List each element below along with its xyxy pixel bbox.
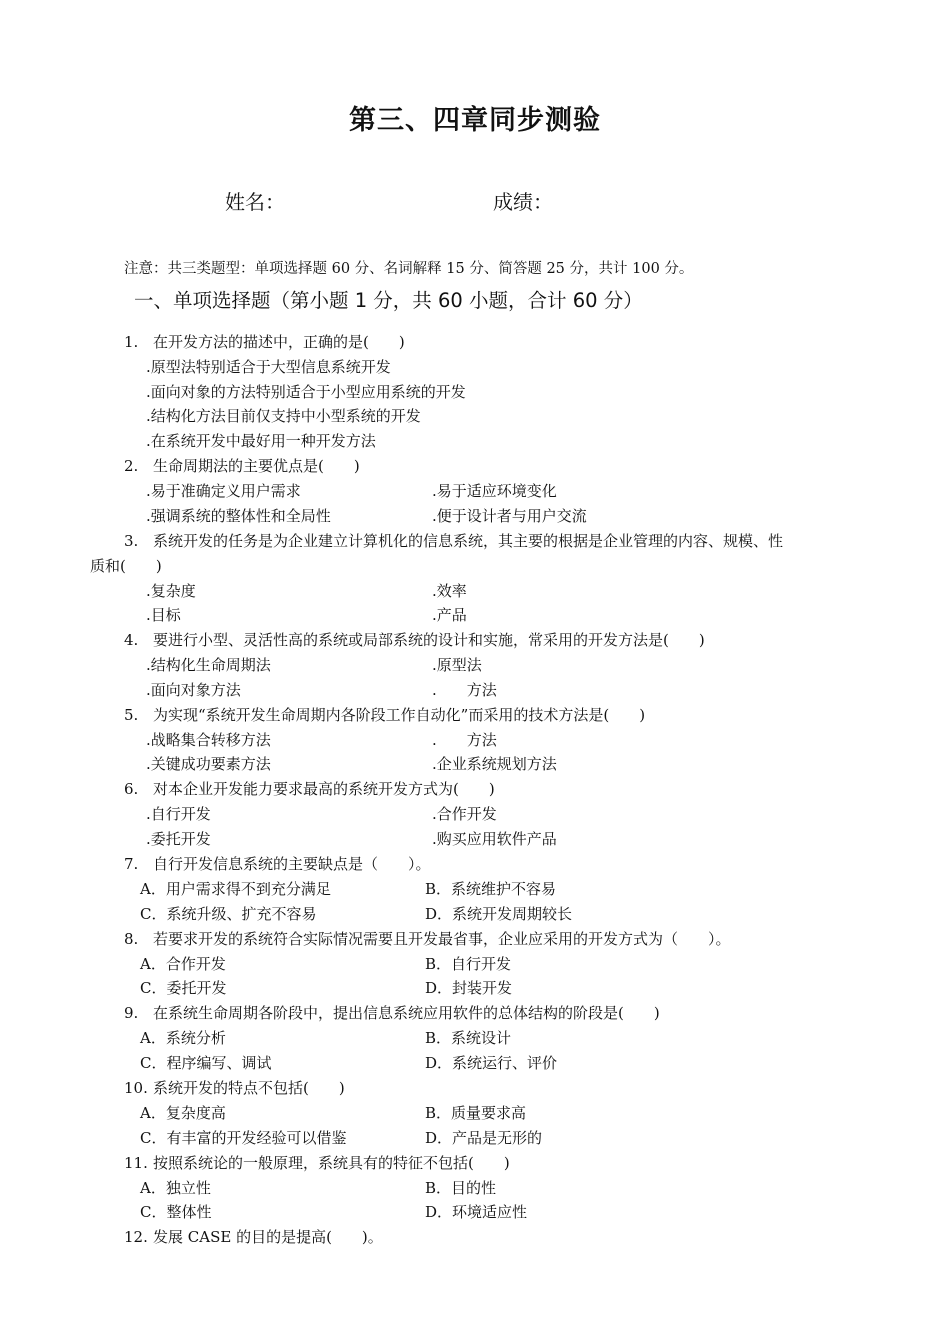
page-title: 第三、四章同步测验 (349, 105, 601, 136)
question-number: 8. (124, 930, 139, 948)
option-c: .面向对象方法 (146, 681, 241, 699)
name-label: 姓名： (225, 190, 285, 214)
option-b: B．目的性 (425, 1179, 497, 1197)
option-a: .易于准确定义用户需求 (146, 482, 301, 500)
question-number: 3. (124, 532, 139, 550)
question-12 (124, 1226, 383, 1247)
question-10 (124, 1077, 345, 1098)
option-c: C．有丰富的开发经验可以借鉴 (140, 1129, 347, 1147)
question-8 (124, 928, 731, 949)
option-d: . 方法 (432, 681, 497, 699)
question-5 (124, 704, 645, 725)
option-b: B．系统维护不容易 (425, 880, 557, 898)
option-a: .结构化生命周期法 (146, 656, 271, 674)
option-c: C．程序编写、调试 (140, 1054, 272, 1072)
option-c: .目标 (146, 606, 181, 624)
question-text: 生命周期法的主要优点是( ) (153, 457, 360, 475)
score-label: 成绩： (493, 190, 553, 214)
question-number: 6. (124, 780, 139, 798)
option-b: B．自行开发 (425, 955, 512, 973)
section-heading: 一、单项选择题（第小题 1 分，共 60 小题，合计 60 分） (134, 289, 643, 312)
option-d: D．环境适应性 (425, 1203, 528, 1221)
option-d: D．系统运行、评价 (425, 1054, 558, 1072)
question-number: 11. (124, 1154, 148, 1172)
question-number: 2. (124, 457, 139, 475)
question-4 (124, 629, 705, 650)
option-a: A．复杂度高 (140, 1104, 226, 1122)
option-b: B．质量要求高 (425, 1104, 527, 1122)
option-d: .便于设计者与用户交流 (432, 507, 587, 525)
question-text: 按照系统论的一般原理，系统具有的特征不包括( ) (153, 1154, 510, 1172)
option-b: .合作开发 (432, 805, 497, 823)
question-number: 5. (124, 706, 139, 724)
option-a: A．系统分析 (140, 1029, 226, 1047)
option-c: C．系统升级、扩充不容易 (140, 905, 317, 923)
question-text: 系统开发的特点不包括( ) (153, 1079, 345, 1097)
option-a: .自行开发 (146, 805, 211, 823)
question-text: 发展 CASE 的目的是提高( )。 (153, 1228, 383, 1246)
option-c: .委托开发 (146, 830, 211, 848)
option-a: A．用户需求得不到充分满足 (140, 880, 331, 898)
option-c: .关键成功要素方法 (146, 755, 271, 773)
option-d: .在系统开发中最好用一种开发方法 (146, 432, 376, 450)
option-c: .结构化方法目前仅支持中小型系统的开发 (146, 407, 421, 425)
option-a: .战略集合转移方法 (146, 731, 271, 749)
option-c: C．整体性 (140, 1203, 212, 1221)
question-text: 在开发方法的描述中，正确的是( ) (153, 333, 405, 351)
option-a: A．合作开发 (140, 955, 226, 973)
question-2 (124, 455, 360, 476)
question-text: 在系统生命周期各阶段中，提出信息系统应用软件的总体结构的阶段是( ) (153, 1004, 660, 1022)
option-d: .产品 (432, 606, 467, 624)
question-9 (124, 1002, 660, 1023)
question-text: 要进行小型、灵活性高的系统或局部系统的设计和实施，常采用的开发方法是( ) (153, 631, 705, 649)
question-6 (124, 778, 495, 799)
question-number: 7. (124, 855, 139, 873)
question-number: 4. (124, 631, 139, 649)
exam-note: 注意：共三类题型：单项选择题 60 分、名词解释 15 分、简答题 25 分，共计 100 分。 (124, 261, 694, 277)
question-text: 为实现“系统开发生命周期内各阶段工作自动化”而采用的技术方法是( ) (153, 706, 646, 724)
option-d: D．封装开发 (425, 979, 513, 997)
option-b: . 方法 (432, 731, 497, 749)
option-d: .购买应用软件产品 (432, 830, 557, 848)
question-11 (124, 1152, 510, 1173)
question-3 (124, 530, 783, 551)
question-text: 对本企业开发能力要求最高的系统开发方式为( ) (153, 780, 495, 798)
question-number: 9. (124, 1004, 139, 1022)
question-text: 若要求开发的系统符合实际情况需要且开发最省事，企业应采用的开发方式为（ ）。 (153, 930, 731, 948)
option-b: B．系统设计 (425, 1029, 512, 1047)
option-b: .面向对象的方法特别适合于小型应用系统的开发 (146, 383, 466, 401)
option-d: D．系统开发周期较长 (425, 905, 573, 923)
option-a: A．独立性 (140, 1179, 211, 1197)
option-d: D．产品是无形的 (425, 1129, 543, 1147)
option-a: .原型法特别适合于大型信息系统开发 (146, 358, 391, 376)
option-b: .效率 (432, 582, 467, 600)
question-text: 自行开发信息系统的主要缺点是（ ）。 (153, 855, 431, 873)
option-a: .复杂度 (146, 582, 196, 600)
question-number: 12. (124, 1228, 148, 1246)
question-number: 1. (124, 333, 139, 351)
option-c: C．委托开发 (140, 979, 227, 997)
question-1 (124, 331, 405, 352)
question-text-continued: 质和( ) (90, 557, 162, 575)
question-number: 10. (124, 1079, 148, 1097)
option-c: .强调系统的整体性和全局性 (146, 507, 331, 525)
option-d: .企业系统规划方法 (432, 755, 557, 773)
option-b: .原型法 (432, 656, 482, 674)
question-7 (124, 853, 431, 874)
option-b: .易于适应环境变化 (432, 482, 557, 500)
question-text: 系统开发的任务是为企业建立计算机化的信息系统，其主要的根据是企业管理的内容、规模、性 (153, 532, 784, 550)
